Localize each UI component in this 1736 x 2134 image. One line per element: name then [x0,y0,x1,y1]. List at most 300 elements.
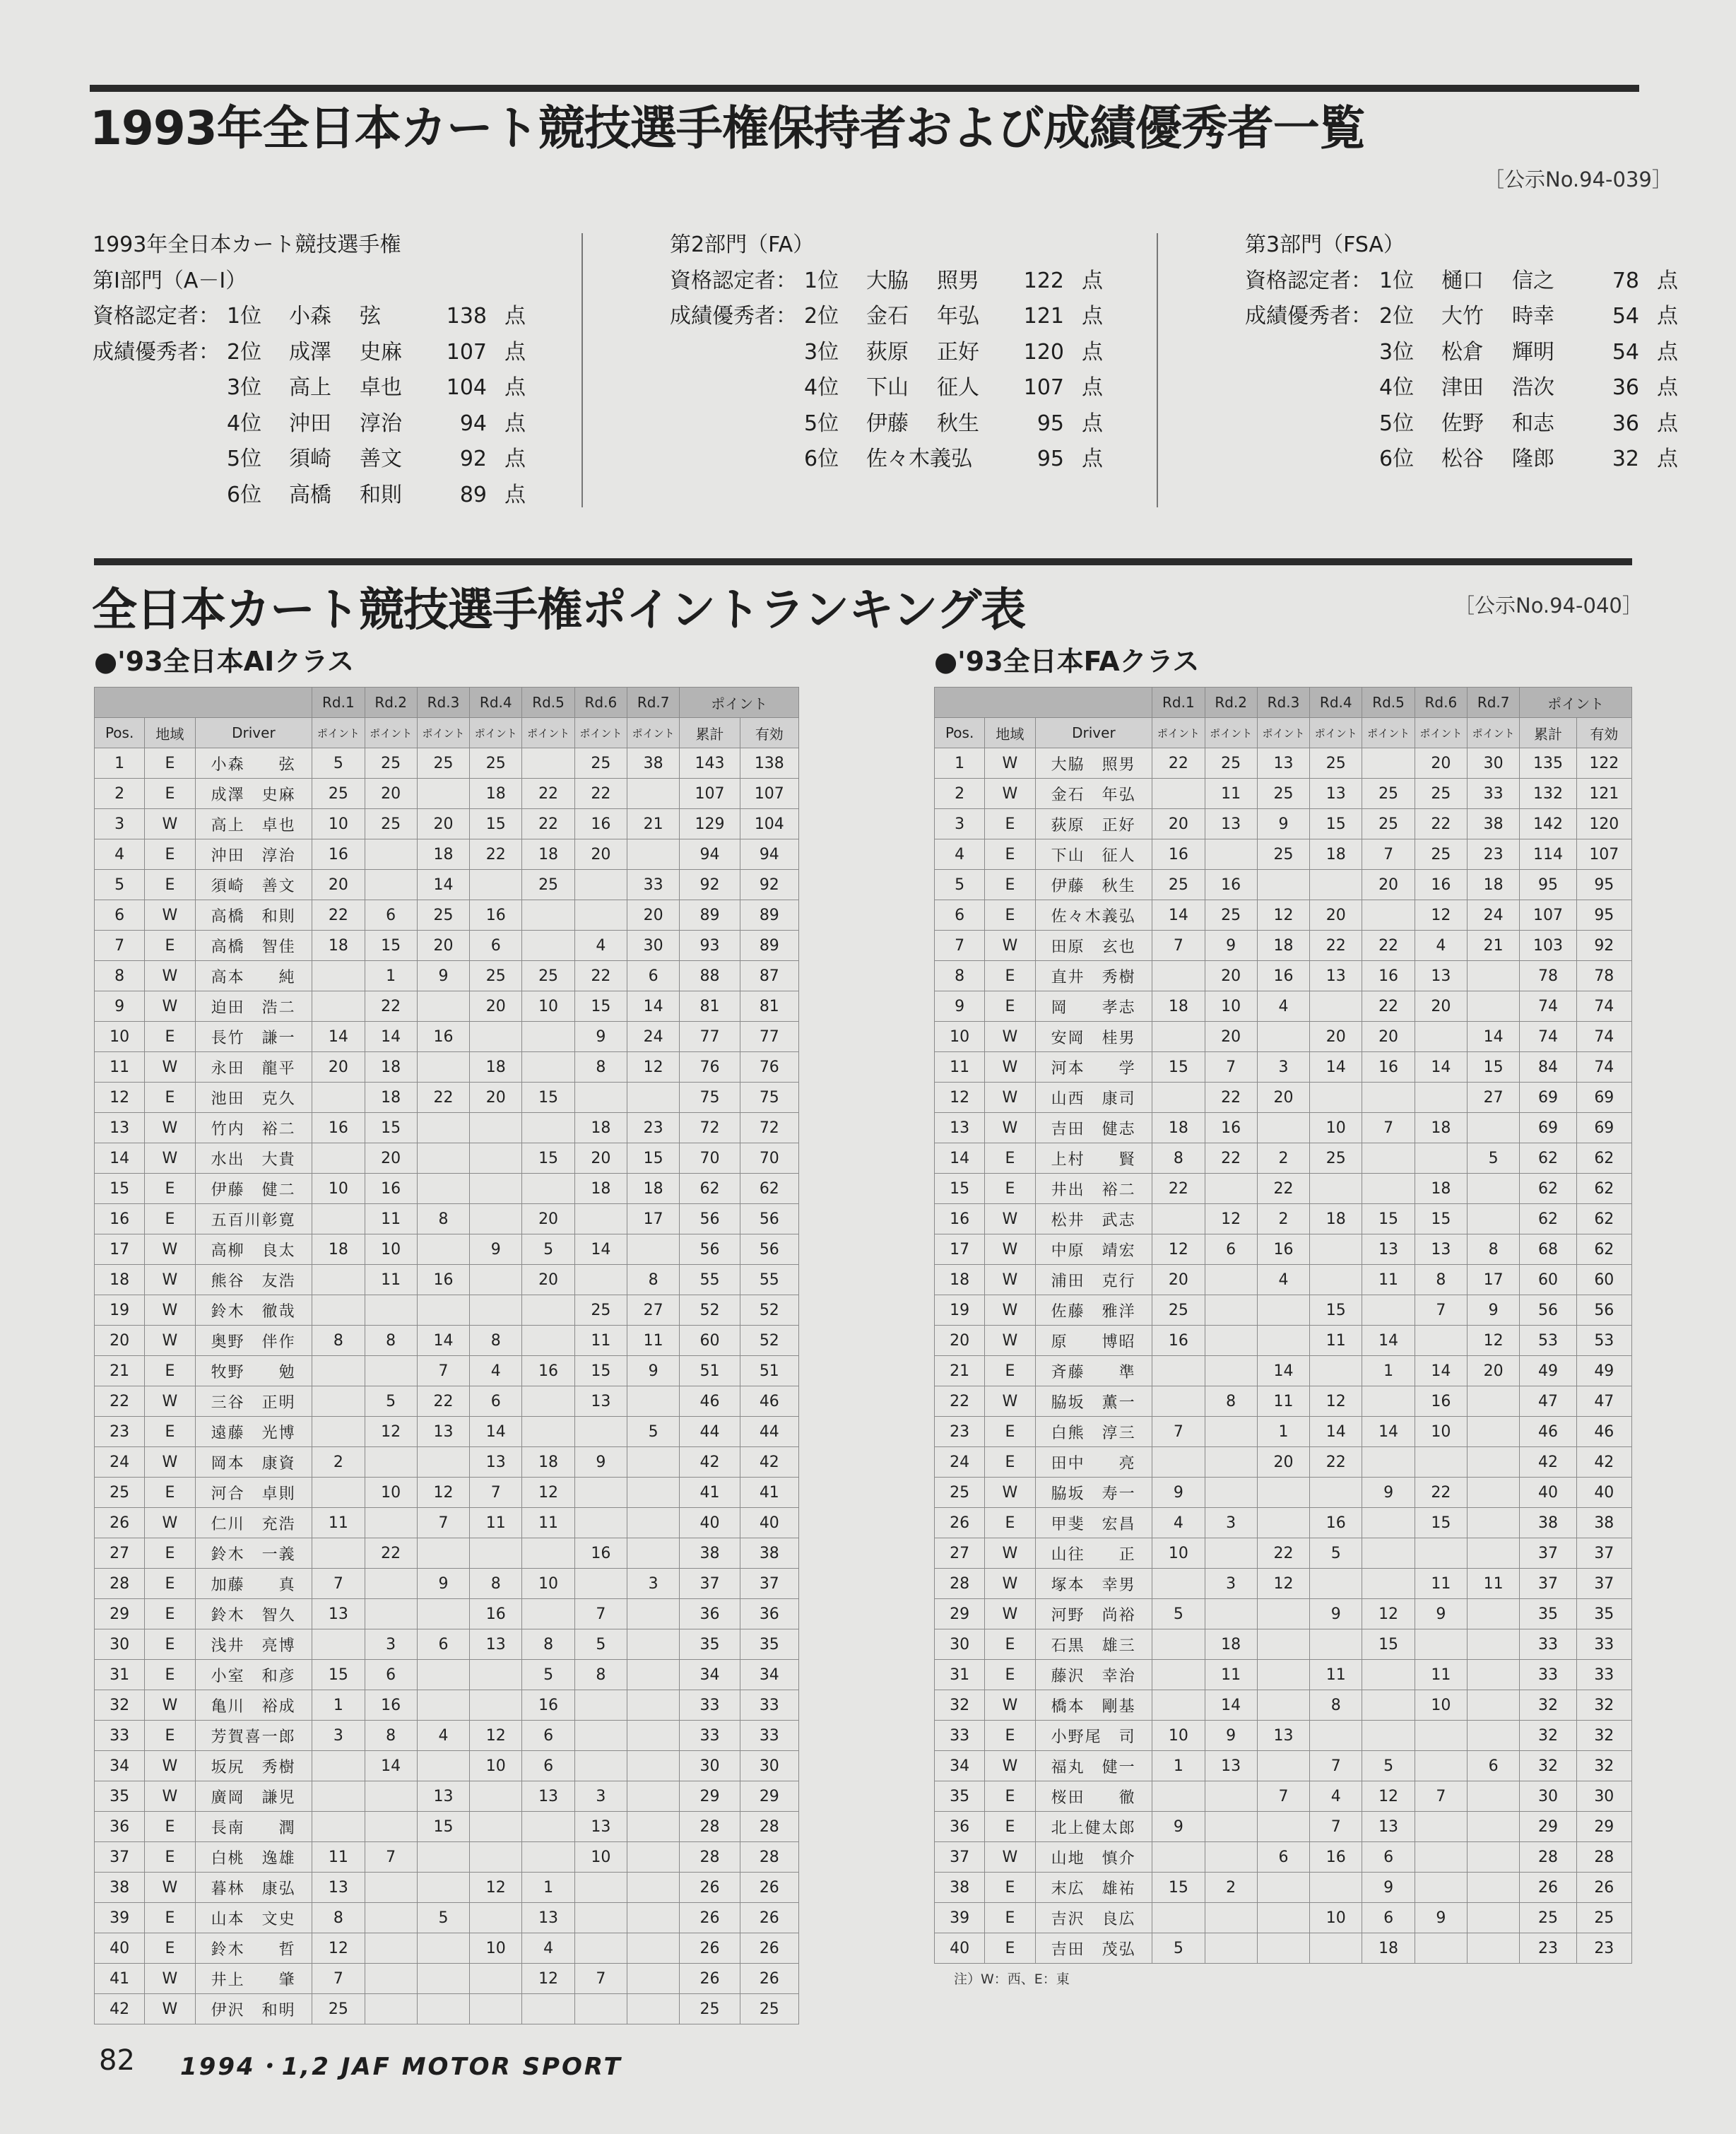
cell-region: E [145,1660,195,1690]
cell-rd7: 11 [627,1326,680,1356]
table-row [935,900,1632,931]
cell-rd5: 10 [522,991,574,1022]
cell-driver: 高上 卓也 [195,809,312,839]
cell-pos: 18 [95,1265,145,1295]
cell-rd6: 10 [1415,1690,1467,1721]
division-heading: 第2部門（FA） [670,232,815,257]
cell-driver: 伊藤 健二 [195,1174,312,1204]
champion-row [1245,442,1678,478]
table-row [95,1083,799,1113]
cell-rd1: 15 [1152,1052,1205,1083]
cell-rd5: 22 [522,779,574,809]
cell-pos: 28 [935,1569,985,1599]
cell-rd5: 20 [1362,1022,1415,1052]
cell-total: 95 [1520,870,1576,900]
cell-rd5: 14 [1362,1326,1415,1356]
cell-rd1 [312,1629,365,1660]
champion-rank: 5位 [1379,411,1415,436]
table-row [935,809,1632,839]
champion-points-unit: 点 [1657,339,1678,365]
table-row [935,748,1632,779]
champion-surname: 小森 [289,304,331,329]
cell-valid: 36 [740,1599,798,1629]
cell-total: 77 [680,1022,740,1052]
cell-rd5 [522,1326,574,1356]
cell-rd6: 22 [1415,1478,1467,1508]
cell-rd4: 10 [1310,1113,1362,1143]
cell-rd4 [470,1143,522,1174]
table-row [95,1994,799,2024]
cell-rd6: 4 [1415,931,1467,961]
cell-rd2: 18 [365,1083,417,1113]
cell-total: 60 [1520,1265,1576,1295]
cell-rd1 [312,961,365,991]
cell-region: E [145,1478,195,1508]
champion-title-label: 資格認定者： [93,304,220,329]
cell-total: 129 [680,809,740,839]
cell-rd1: 3 [312,1721,365,1751]
header-round: Rd.1 [1152,688,1205,718]
table-row [935,1417,1632,1447]
cell-region: E [985,1629,1035,1660]
champion-given-name: 和則 [360,482,402,507]
cell-total: 142 [1520,809,1576,839]
cell-region: E [145,1204,195,1234]
cell-valid: 74 [1576,991,1631,1022]
cell-rd7: 30 [627,931,680,961]
cell-valid: 28 [740,1812,798,1842]
champion-points-unit: 点 [1082,375,1103,400]
table-row [935,1508,1632,1538]
cell-rd4: 10 [1310,1903,1362,1933]
cell-valid: 40 [740,1508,798,1538]
cell-total: 69 [1520,1083,1576,1113]
cell-rd5 [522,1417,574,1447]
cell-driver: 福丸 健一 [1035,1751,1152,1781]
cell-pos: 19 [935,1295,985,1326]
table-row [95,1204,799,1234]
header-round-unit: ポイント [1257,718,1309,748]
cell-valid: 44 [740,1417,798,1447]
cell-region: E [145,779,195,809]
champion-surname: 沖田 [289,411,331,436]
cell-region: W [985,1204,1035,1234]
magazine-name: 1994・1,2 JAF MOTOR SPORT [180,2053,622,2081]
cell-driver: 井上 肇 [195,1964,312,1994]
cell-driver: 河合 卓則 [195,1478,312,1508]
cell-valid: 94 [740,839,798,870]
table-row [935,1052,1632,1083]
table-row [95,1386,799,1417]
cell-region: W [145,1386,195,1417]
cell-rd7 [1468,1508,1520,1538]
cell-valid: 26 [740,1964,798,1994]
cell-rd7 [1468,1629,1520,1660]
cell-rd6 [574,1903,627,1933]
table-row [95,1903,799,1933]
cell-rd3: 9 [417,961,469,991]
cell-rd6: 20 [574,1143,627,1174]
cell-rd5: 6 [1362,1903,1415,1933]
cell-rd4: 25 [470,961,522,991]
champion-row [670,406,1103,442]
cell-total: 74 [1520,1022,1576,1052]
cell-rd1 [312,1417,365,1447]
cell-rd5: 20 [522,1204,574,1234]
header-round-unit: ポイント [1205,718,1257,748]
table-row [935,839,1632,870]
cell-rd5 [1362,1660,1415,1690]
cell-valid: 25 [740,1994,798,2024]
cell-rd5 [1362,1508,1415,1538]
header-driver: Driver [1035,718,1152,748]
cell-region: W [145,1113,195,1143]
cell-pos: 16 [935,1204,985,1234]
cell-rd2: 15 [365,1113,417,1143]
cell-rd1 [1152,1204,1205,1234]
cell-rd4 [1310,1174,1362,1204]
cell-rd1 [1152,1569,1205,1599]
cell-rd4: 20 [1310,900,1362,931]
cell-total: 25 [1520,1903,1576,1933]
cell-total: 47 [1520,1386,1576,1417]
table-row [935,961,1632,991]
champion-title-label: 成績優秀者： [1245,304,1372,329]
cell-valid: 104 [740,809,798,839]
cell-rd3: 25 [1257,779,1309,809]
cell-rd4 [470,1022,522,1052]
champion-given-name: 年弘 [937,304,979,329]
cell-rd3 [1257,1022,1309,1052]
table-row [95,1842,799,1873]
cell-rd2: 13 [1205,1751,1257,1781]
cell-region: E [145,1417,195,1447]
cell-total: 114 [1520,839,1576,870]
cell-driver: 高橋 和則 [195,900,312,931]
cell-rd4 [1310,991,1362,1022]
cell-rd7: 24 [627,1022,680,1052]
cell-rd1: 1 [1152,1751,1205,1781]
cell-pos: 27 [95,1538,145,1569]
table-row [935,991,1632,1022]
cell-driver: 桜田 徹 [1035,1781,1152,1812]
cell-driver: 小森 弦 [195,748,312,779]
cell-valid: 46 [1576,1417,1631,1447]
cell-total: 62 [1520,1174,1576,1204]
cell-pos: 12 [935,1083,985,1113]
champion-points: 107 [1023,375,1064,400]
cell-total: 92 [680,870,740,900]
cell-rd1 [1152,1356,1205,1386]
cell-rd2: 16 [1205,1113,1257,1143]
cell-region: W [985,1326,1035,1356]
cell-rd6 [574,1994,627,2024]
cell-rd4: 8 [470,1326,522,1356]
cell-pos: 25 [935,1478,985,1508]
cell-rd3 [417,1994,469,2024]
cell-rd4: 25 [470,748,522,779]
cell-driver: 高本 純 [195,961,312,991]
cell-pos: 11 [935,1052,985,1083]
cell-valid: 55 [740,1265,798,1295]
cell-rd4: 12 [470,1721,522,1751]
cell-valid: 33 [740,1690,798,1721]
cell-rd2: 7 [365,1842,417,1873]
cell-rd3: 6 [1257,1842,1309,1873]
table-row [935,1538,1632,1569]
cell-rd3: 4 [1257,991,1309,1022]
cell-rd3 [1257,1508,1309,1538]
cell-rd1: 11 [312,1842,365,1873]
champion-rank: 6位 [227,482,262,507]
cell-rd4 [470,1174,522,1204]
cell-rd7 [1468,1538,1520,1569]
cell-rd5 [522,1052,574,1083]
champion-points-unit: 点 [504,482,526,507]
cell-rd7 [627,1083,680,1113]
cell-rd5: 12 [522,1964,574,1994]
cell-valid: 95 [1576,870,1631,900]
champion-rank: 1位 [1379,268,1415,293]
cell-rd6: 15 [574,1356,627,1386]
cell-region: W [145,991,195,1022]
cell-driver: 水出 大貴 [195,1143,312,1174]
notice-number: ［公示No.94-039］ [1484,167,1672,191]
cell-rd5: 22 [1362,931,1415,961]
cell-rd3 [1257,1660,1309,1690]
cell-driver: 岡本 康資 [195,1447,312,1478]
cell-pos: 34 [95,1751,145,1781]
table-row [935,931,1632,961]
cell-rd7 [1468,1903,1520,1933]
cell-rd6 [1415,1143,1467,1174]
cell-rd2: 22 [365,991,417,1022]
table-row [935,1690,1632,1721]
header-valid: 有効 [1576,718,1631,748]
cell-total: 28 [1520,1842,1576,1873]
cell-rd3 [417,1964,469,1994]
cell-rd6: 11 [1415,1660,1467,1690]
cell-rd4: 20 [470,1083,522,1113]
cell-rd7 [627,1751,680,1781]
cell-valid: 26 [740,1873,798,1903]
cell-driver: 竹内 裕二 [195,1113,312,1143]
cell-region: E [145,839,195,870]
header-round: Rd.1 [312,688,365,718]
cell-rd3: 18 [417,839,469,870]
cell-rd4: 13 [470,1629,522,1660]
cell-pos: 8 [95,961,145,991]
cell-rd4: 13 [470,1447,522,1478]
header-round: Rd.5 [1362,688,1415,718]
cell-rd3: 9 [1257,809,1309,839]
cell-rd5 [522,900,574,931]
cell-rd2 [365,839,417,870]
cell-rd6 [574,1873,627,1903]
cell-rd1: 7 [312,1964,365,1994]
cell-pos: 31 [95,1660,145,1690]
champion-title-label [1245,370,1379,406]
table-row [935,1143,1632,1174]
champion-points: 32 [1612,447,1639,471]
cell-valid: 26 [740,1933,798,1964]
champion-points: 36 [1612,375,1639,400]
cell-rd1: 14 [1152,900,1205,931]
cell-rd3 [1257,1690,1309,1721]
cell-rd6 [574,1569,627,1599]
cell-rd4: 7 [1310,1812,1362,1842]
table-row [935,1113,1632,1143]
cell-rd1: 11 [312,1508,365,1538]
cell-rd3: 3 [1257,1052,1309,1083]
header-round-unit: ポイント [627,718,680,748]
cell-rd7: 20 [627,900,680,931]
cell-pos: 30 [95,1629,145,1660]
cell-rd4: 14 [1310,1417,1362,1447]
cell-rd1: 22 [1152,748,1205,779]
cell-pos: 25 [95,1478,145,1508]
cell-total: 33 [680,1690,740,1721]
cell-pos: 13 [95,1113,145,1143]
cell-rd1 [312,1538,365,1569]
cell-rd7 [1468,1599,1520,1629]
cell-valid: 40 [1576,1478,1631,1508]
cell-rd6: 25 [1415,779,1467,809]
cell-rd3: 22 [417,1386,469,1417]
cell-rd5: 16 [522,1356,574,1386]
cell-total: 135 [1520,748,1576,779]
cell-rd6: 8 [574,1052,627,1083]
cell-rd1: 18 [1152,991,1205,1022]
champion-rank: 4位 [1379,375,1415,400]
cell-driver: 三谷 正明 [195,1386,312,1417]
cell-driver: 鈴木 智久 [195,1599,312,1629]
cell-region: W [985,931,1035,961]
cell-valid: 47 [1576,1386,1631,1417]
cell-rd3 [1257,1933,1309,1964]
cell-valid: 25 [1576,1903,1631,1933]
header-round-unit: ポイント [417,718,469,748]
cell-region: E [145,1538,195,1569]
cell-valid: 37 [1576,1569,1631,1599]
cell-rd6 [574,1204,627,1234]
cell-total: 26 [680,1873,740,1903]
header-round: Rd.7 [1468,688,1520,718]
cell-rd7: 33 [1468,779,1520,809]
cell-valid: 49 [1576,1356,1631,1386]
cell-total: 29 [680,1781,740,1812]
cell-rd7: 20 [1468,1356,1520,1386]
table-row [935,1933,1632,1964]
cell-rd6 [1415,1326,1467,1356]
cell-rd7 [627,1447,680,1478]
champion-points: 138 [446,304,487,329]
header-round-unit: ポイント [574,718,627,748]
champion-given-name: 隆郎 [1512,447,1554,471]
champion-points: 89 [459,482,487,507]
table-row [95,1660,799,1690]
cell-rd7: 21 [627,809,680,839]
cell-valid: 26 [740,1903,798,1933]
cell-pos: 1 [935,748,985,779]
cell-rd2 [365,1994,417,2024]
cell-valid: 33 [1576,1660,1631,1690]
cell-valid: 138 [740,748,798,779]
cell-driver: 高柳 良太 [195,1234,312,1265]
cell-driver: 小野尾 司 [1035,1721,1152,1751]
cell-valid: 42 [1576,1447,1631,1478]
cell-valid: 46 [740,1386,798,1417]
cell-rd4: 14 [1310,1052,1362,1083]
cell-rd6: 14 [1415,1356,1467,1386]
table-row [935,1873,1632,1903]
cell-driver: 荻原 正好 [1035,809,1152,839]
cell-rd4: 15 [1310,809,1362,839]
cell-driver: 坂尻 秀樹 [195,1751,312,1781]
table-row [935,1022,1632,1052]
champion-given-name: 卓也 [360,375,402,400]
cell-pos: 28 [95,1569,145,1599]
champion-surname: 大脇 [866,268,909,293]
cell-valid: 32 [1576,1721,1631,1751]
cell-rd1: 20 [1152,809,1205,839]
header-round-unit: ポイント [1415,718,1467,748]
cell-driver: 田中 亮 [1035,1447,1152,1478]
header-region: 地域 [985,718,1035,748]
cell-region: E [145,870,195,900]
cell-rd5: 1 [522,1873,574,1903]
cell-rd4: 22 [1310,1447,1362,1478]
cell-region: W [985,1569,1035,1599]
cell-total: 41 [680,1478,740,1508]
cell-rd7: 23 [1468,839,1520,870]
champion-title-label: 成績優秀者： [93,339,220,365]
cell-rd7: 14 [627,991,680,1022]
cell-rd1: 15 [1152,1873,1205,1903]
champion-row [670,264,1103,300]
cell-rd6: 9 [574,1447,627,1478]
cell-driver: 末広 雄祐 [1035,1873,1152,1903]
cell-rd4: 14 [470,1417,522,1447]
cell-rd7 [627,779,680,809]
cell-rd7 [627,1599,680,1629]
cell-rd1 [312,1265,365,1295]
cell-pos: 11 [95,1052,145,1083]
cell-rd1 [312,1295,365,1326]
cell-rd1 [1152,961,1205,991]
champion-given-name: 淳治 [360,411,402,436]
cell-driver: 吉田 健志 [1035,1113,1152,1143]
cell-valid: 26 [1576,1873,1631,1903]
cell-rd5 [1362,1721,1415,1751]
cell-driver: 鈴木 徹哉 [195,1295,312,1326]
cell-region: E [985,1143,1035,1174]
champion-points: 36 [1612,411,1639,436]
cell-rd1: 20 [312,1052,365,1083]
champion-given-name: 弦 [360,304,381,329]
champion-points-unit: 点 [504,339,526,365]
cell-rd1 [1152,779,1205,809]
cell-rd7 [627,1660,680,1690]
cell-pos: 31 [935,1660,985,1690]
cell-rd1: 25 [312,1994,365,2024]
table-row [935,1660,1632,1690]
champion-given-name: 和志 [1512,411,1554,436]
column-divider [1157,233,1158,507]
header-valid: 有効 [740,718,798,748]
champion-points-unit: 点 [1657,411,1678,436]
cell-rd1: 9 [1152,1812,1205,1842]
